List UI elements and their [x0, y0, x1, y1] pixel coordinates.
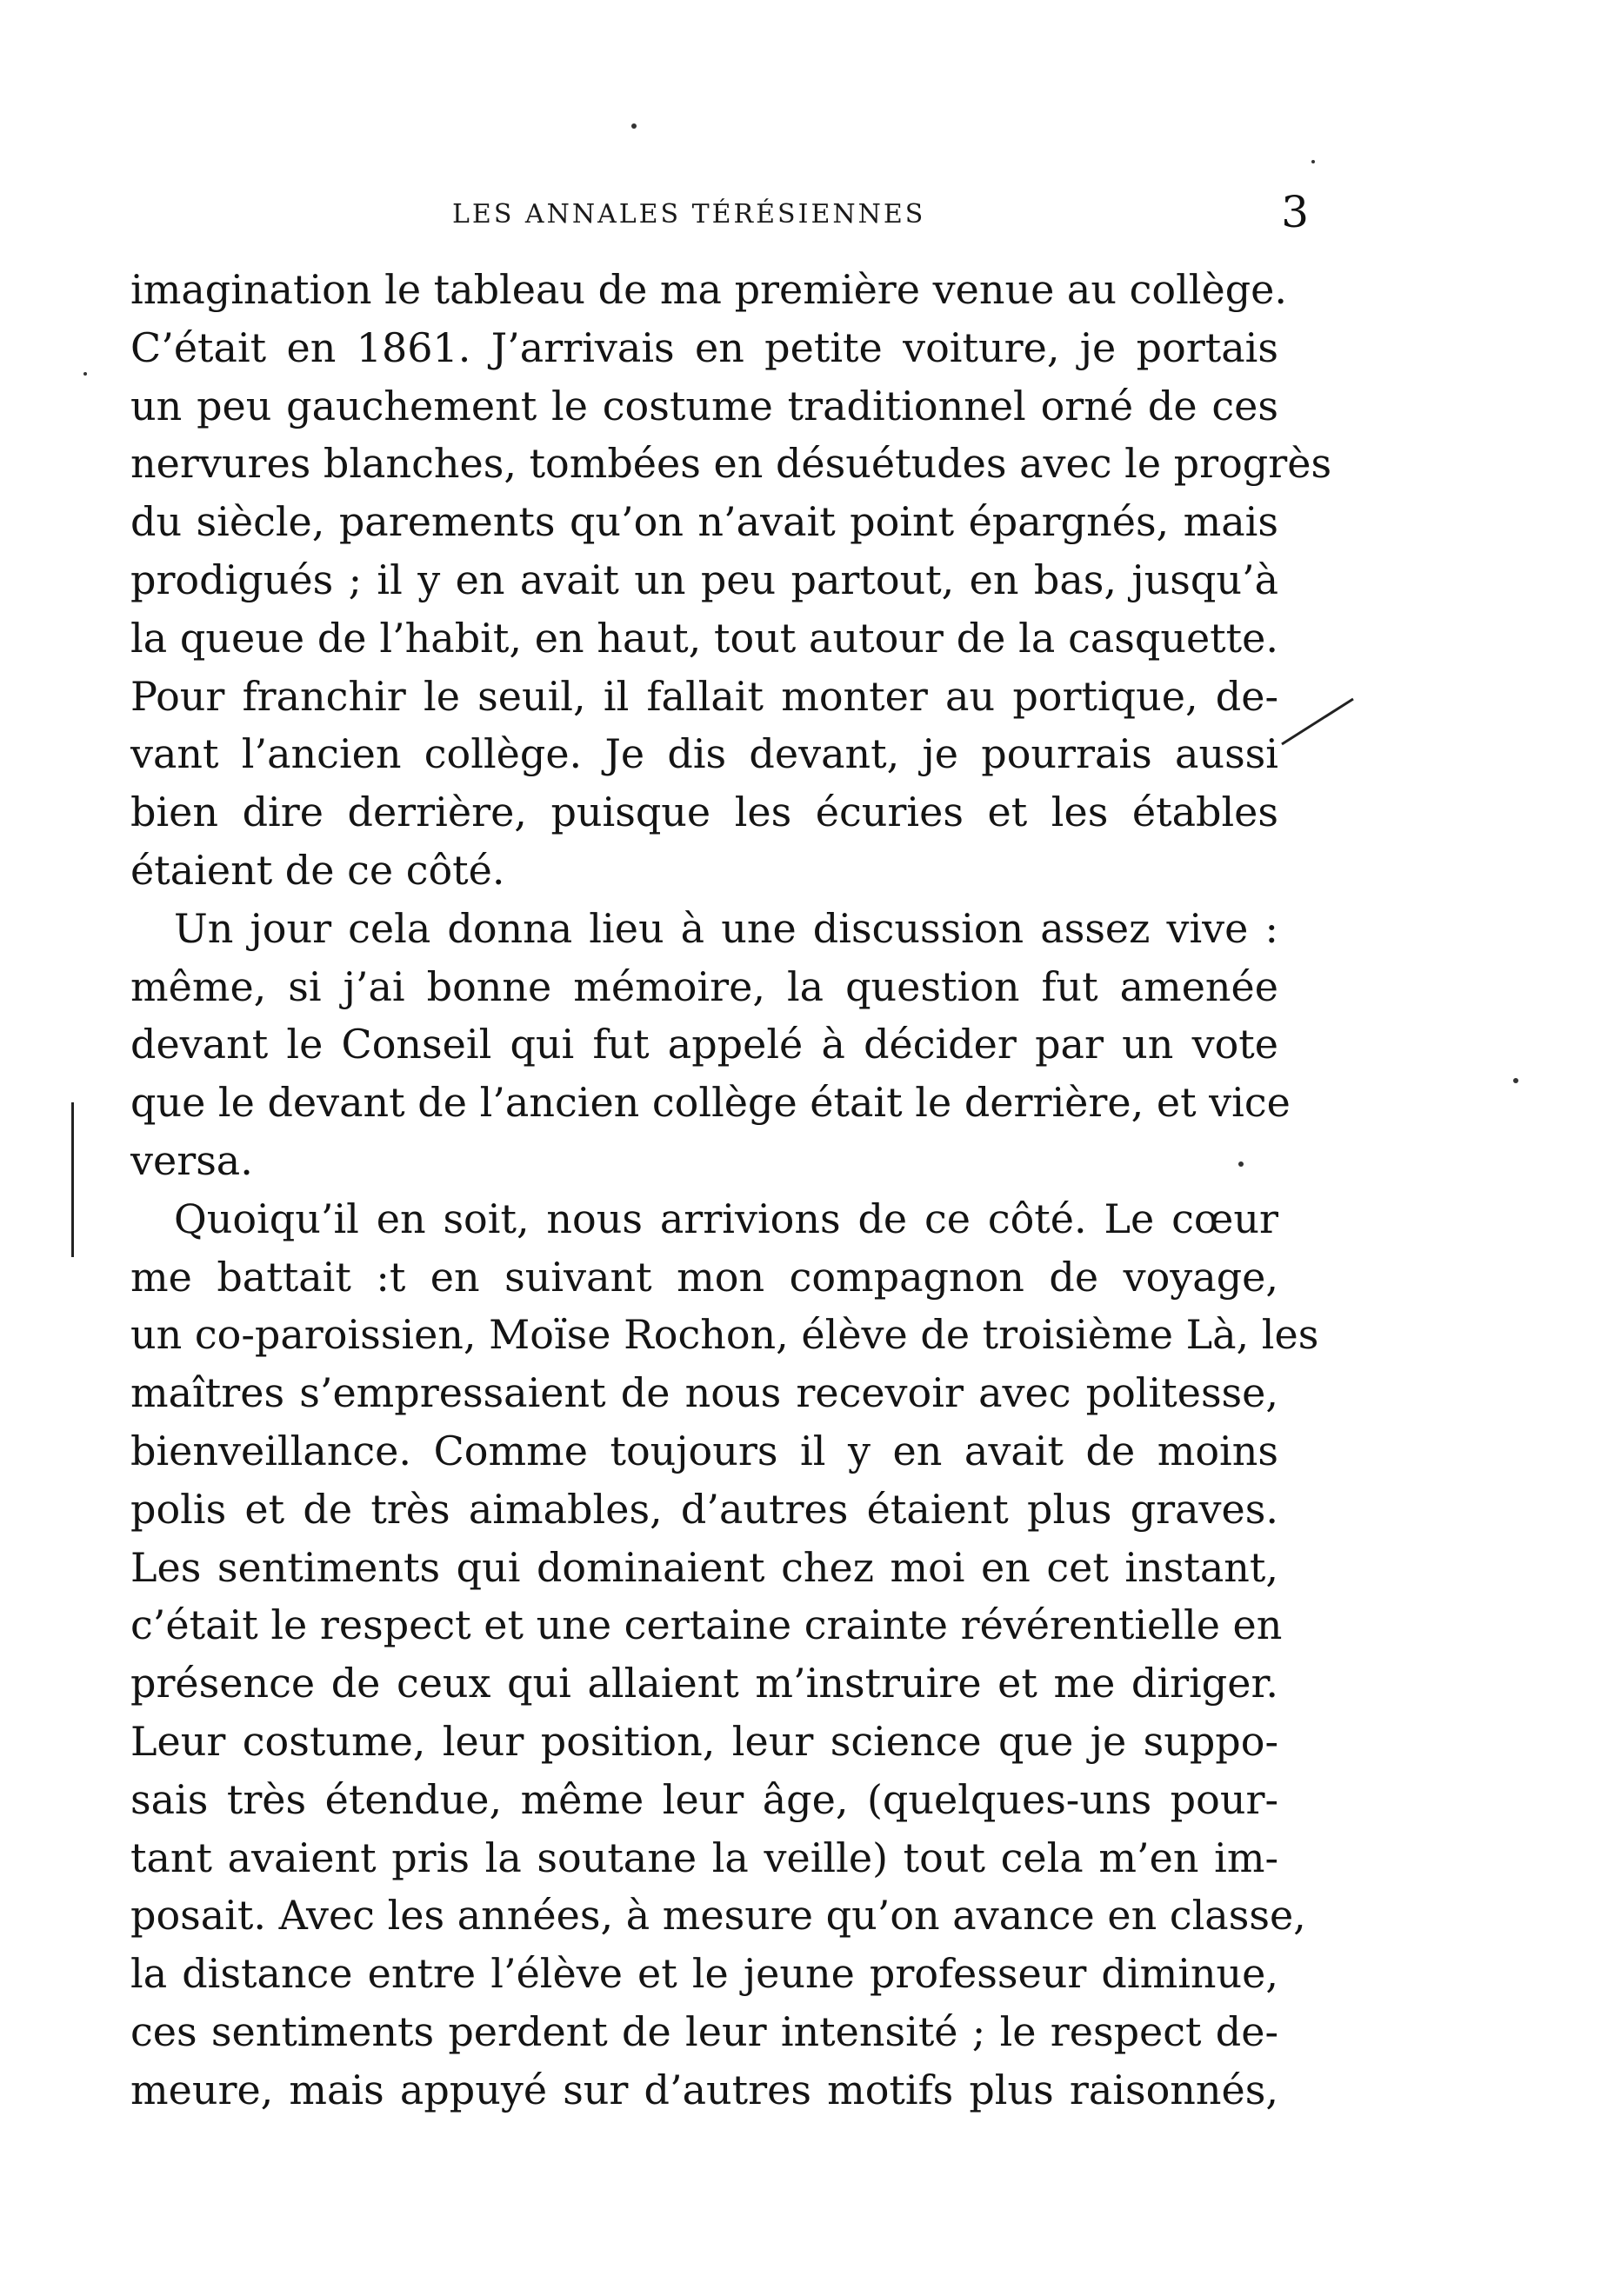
text-line: versa.: [130, 1136, 253, 1184]
paragraph: [130, 900, 1291, 1190]
running-header: [139, 187, 1309, 239]
text-line: un co-paroissien, Moïse Rochon, élève de troisième Là, les: [130, 1311, 1319, 1359]
paragraph: [130, 261, 1332, 900]
text-line: nervures blanches, tombées en désuétudes avec le progrès: [130, 440, 1332, 488]
scan-speck: [1311, 160, 1315, 163]
running-title: LES ANNALES TÉRÉSIENNES: [452, 199, 926, 230]
margin-mark: [71, 1102, 74, 1257]
page-number: 3: [1281, 187, 1309, 237]
text-line: Un jour cela donna lieu à une discussion assez vive :: [174, 904, 1278, 952]
text-line: présence de ceux qui allaient m’instruire et me diriger.: [130, 1660, 1278, 1707]
text-line: devant le Conseil qui fut appelé à décider par un vote: [130, 1021, 1278, 1068]
text-line: posait. Avec les années, à mesure qu’on avance en classe,: [130, 1892, 1306, 1940]
text-line: étaient de ce côté.: [130, 846, 505, 894]
text-line: que le devant de l’ancien collège était le derrière, et vice: [130, 1079, 1291, 1127]
text-line: un peu gauchement le costume traditionnel orné de ces: [130, 382, 1278, 429]
text-line: me battait :t en suivant mon compagnon de voyage,: [130, 1253, 1278, 1301]
body-text: [130, 261, 1332, 2120]
scan-speck: [83, 372, 87, 376]
pen-stroke-mark: [1278, 695, 1357, 748]
paragraph: [130, 1190, 1319, 2120]
text-line: c’était le respect et une certaine crainte révérentielle en: [130, 1601, 1283, 1649]
text-line: la queue de l’habit, en haut, tout autour de la casquette.: [130, 614, 1278, 662]
text-line: du siècle, parements qu’on n’avait point épargnés, mais: [130, 498, 1278, 546]
text-line: polis et de très aimables, d’autres étaient plus graves.: [130, 1485, 1278, 1533]
scan-speck: [1238, 1161, 1244, 1167]
text-line: C’était en 1861. J’arrivais en petite voiture, je portais: [130, 323, 1278, 371]
text-line: bien dire derrière, puisque les écuries et les étables: [130, 789, 1278, 836]
text-line: sais très étendue, même leur âge, (quelques-uns pour-: [130, 1775, 1278, 1823]
text-line: tant avaient pris la soutane la veille) tout cela m’en im-: [130, 1833, 1278, 1881]
text-line: Les sentiments qui dominaient chez moi en cet instant,: [130, 1543, 1278, 1591]
text-line: prodigués ; il y en avait un peu partout, en bas, jusqu’à: [130, 556, 1278, 603]
text-line: ces sentiments perdent de leur intensité ; le respect de-: [130, 2007, 1278, 2055]
scan-speck: [1513, 1078, 1518, 1083]
text-line: imagination le tableau de ma première venue au collège.: [130, 266, 1288, 313]
text-line: bienveillance. Comme toujours il y en avait de moins: [130, 1427, 1278, 1474]
text-line: Pour franchir le seuil, il fallait monter au portique, de-: [130, 672, 1278, 720]
text-line: Leur costume, leur position, leur science que je suppo-: [130, 1717, 1278, 1765]
text-line: meure, mais appuyé sur d’autres motifs plus raisonnés,: [130, 2066, 1278, 2113]
scan-speck: [631, 123, 637, 129]
text-line: vant l’ancien collège. Je dis devant, je pourrais aussi: [130, 730, 1278, 778]
text-line: Quoiqu’il en soit, nous arrivions de ce côté. Le cœur: [174, 1195, 1278, 1242]
text-line: même, si j’ai bonne mémoire, la question fut amenée: [130, 962, 1278, 1010]
text-line: maîtres s’empressaient de nous recevoir avec politesse,: [130, 1369, 1278, 1417]
text-line: la distance entre l’élève et le jeune professeur diminue,: [130, 1950, 1278, 1998]
